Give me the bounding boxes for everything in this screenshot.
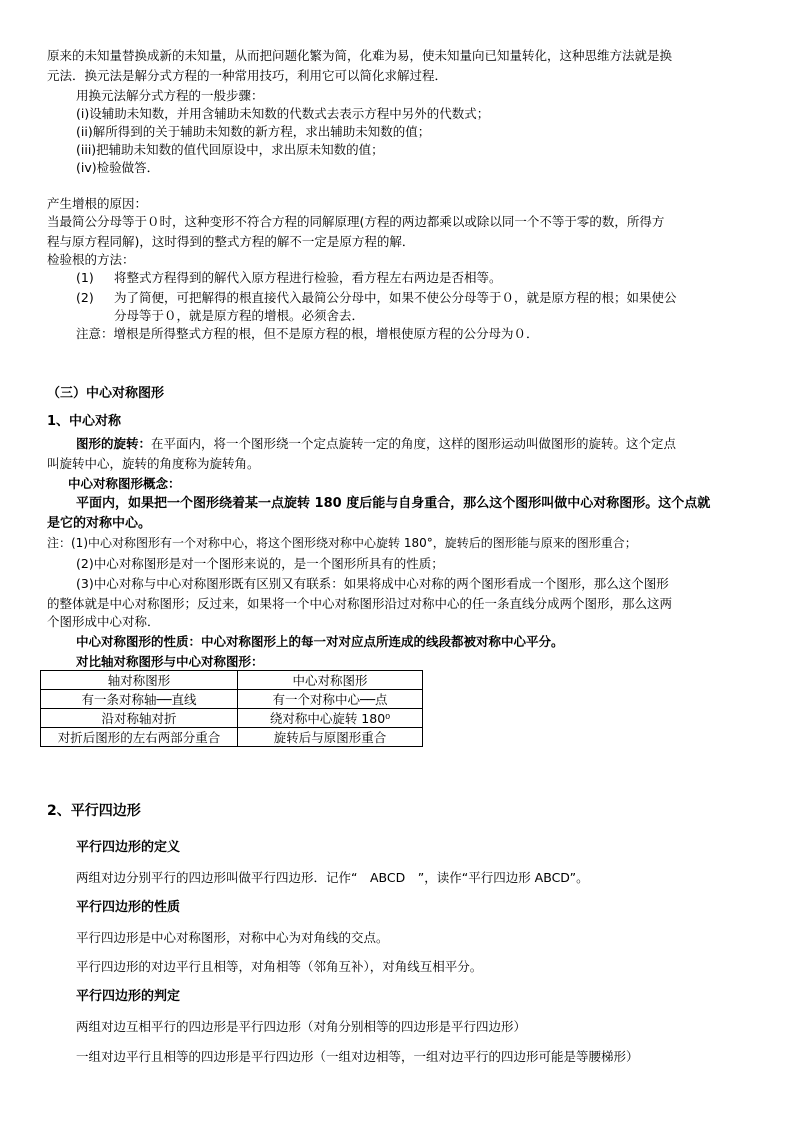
table-cell: 沿对称轴对折 (41, 709, 238, 728)
rotation-line1 (76, 435, 676, 452)
parallelogram-judge-title: 平行四边形的判定 (76, 989, 181, 1004)
table-header-row (41, 671, 423, 690)
cause-line2: 程与原方程同解)，这时得到的整式方程的解不一定是原方程的解． (47, 234, 415, 249)
table-cell: 旋转后与原图形重合 (238, 728, 423, 747)
parallelogram-prop-text: 平行四边形的对边平行且相等，对角相等（邻角互补），对角线互相平分。 (76, 959, 483, 974)
check-item-text: 将整式方程得到的解代入原方程进行检验，看方程左右两边是否相等。 (114, 270, 502, 285)
central-symmetry-subheading: 1、中心对称 (47, 414, 122, 429)
concept-title: 中心对称图形概念： (68, 476, 181, 491)
table-cell: 有一个对称中心──点 (238, 690, 423, 709)
note-item: 注：(1)中心对称图形有一个对称中心，将这个图形绕对称中心旋转 180°，旋转后的图形能与原来的图形重合； (47, 536, 637, 550)
parallelogram-judge-text: 一组对边平行且相等的四边形是平行四边形（一组对边相等，一组对边平行的四边形可能是等腰梯形） (76, 1049, 639, 1064)
extraneous-note: 注意：增根是所得整式方程的根，但不是原方程的根，增根使原方程的公分母为０． (76, 326, 539, 341)
step-item: (i)设辅助未知数，并用含辅助未知数的代数式去表示方程中另外的代数式； (76, 106, 490, 121)
check-item-number: (1) (76, 270, 94, 285)
definition-line2: 是它的对称中心。 (47, 516, 152, 531)
rotation-term: 图形的旋转： (76, 436, 152, 451)
note-item: 个图形成中心对称． (47, 614, 160, 629)
rotation-text: 在平面内，将一个图形绕一个定点旋转一定的角度，这样的图形运动叫做图形的旋转。这个定点 (151, 436, 677, 451)
step-item: (iii)把辅助未知数的值代回原设中，求出原未知数的值； (76, 142, 384, 157)
parallelogram-prop-text: 平行四边形是中心对称图形，对称中心为对角线的交点。 (76, 930, 389, 945)
table-row (41, 728, 423, 747)
parallelogram-prop-title: 平行四边形的性质 (76, 900, 181, 915)
check-item-number: (2) (76, 290, 94, 305)
substitution-intro-line1: 原来的未知量替换成新的未知量，从而把问题化繁为简，化难为易，使未知量向已知量转化，这种思维方法就是换 (47, 48, 673, 63)
rotation-line2: 叫旋转中心，旋转的角度称为旋转角。 (47, 456, 260, 471)
parallelogram-def-text: 两组对边分别平行的四边形叫做平行四边形．记作“ ABCD ”，读作“平行四边形 ABCD”。 (76, 870, 589, 885)
parallelogram-heading: 2、平行四边形 (47, 803, 141, 819)
parallelogram-def-title: 平行四边形的定义 (76, 840, 181, 855)
parallelogram-judge-text: 两组对边互相平行的四边形是平行四边形（对角分别相等的四边形是平行四边形） (76, 1019, 527, 1034)
note-item: (3)中心对称与中心对称图形既有区别又有联系：如果将成中心对称的两个图形看成一个图形，那么这个图形 (76, 576, 669, 591)
compare-title: 对比轴对称图形与中心对称图形： (76, 654, 264, 669)
steps-title: 用换元法解分式方程的一般步骤： (76, 88, 264, 103)
check-item-continuation: 分母等于０，就是原方程的增根。必须舍去． (114, 308, 365, 323)
table-header-cell: 轴对称图形 (41, 671, 238, 690)
table-cell: 绕对称中心旋转 180⁰ (238, 709, 423, 728)
step-item: (ii)解所得到的关于辅助未知数的新方程，求出辅助未知数的值； (76, 124, 431, 139)
check-title: 检验根的方法： (47, 252, 135, 267)
note-item: (2)中心对称图形是对一个图形来说的，是一个图形所具有的性质； (76, 556, 444, 571)
check-item-text: 为了简便，可把解得的根直接代入最简公分母中，如果不使公分母等于０，就是原方程的根；如果使公 (114, 290, 677, 305)
table-cell: 有一条对称轴──直线 (41, 690, 238, 709)
check-item (76, 289, 677, 306)
definition-line1: 平面内，如果把一个图形绕着某一点旋转 180 度后能与自身重合，那么这个图形叫做中心对称图形。这个点就 (76, 496, 711, 511)
cause-line1: 当最简公分母等于０时，这种变形不符合方程的同解原理(方程的两边都乘以或除以同一个不等于零的数，所得方 (47, 214, 665, 229)
central-symmetry-property: 中心对称图形的性质：中心对称图形上的每一对对应点所连成的线段都被对称中心平分。 (76, 634, 564, 649)
central-symmetry-heading: （三）中心对称图形 (47, 386, 165, 401)
note-item: 的整体就是中心对称图形；反过来，如果将一个中心对称图形沿过对称中心的任一条直线分成两个图形，那么这两 (47, 596, 673, 611)
table-cell: 对折后图形的左右两部分重合 (41, 728, 238, 747)
table-header-cell: 中心对称图形 (238, 671, 423, 690)
comparison-table (40, 670, 423, 747)
check-item (76, 269, 502, 286)
substitution-intro-line2: 元法．换元法是解分式方程的一种常用技巧，利用它可以简化求解过程． (47, 68, 448, 83)
table-row (41, 709, 423, 728)
step-item: (iv)检验做答． (76, 160, 160, 175)
cause-title: 产生增根的原因： (47, 196, 148, 211)
table-row (41, 690, 423, 709)
